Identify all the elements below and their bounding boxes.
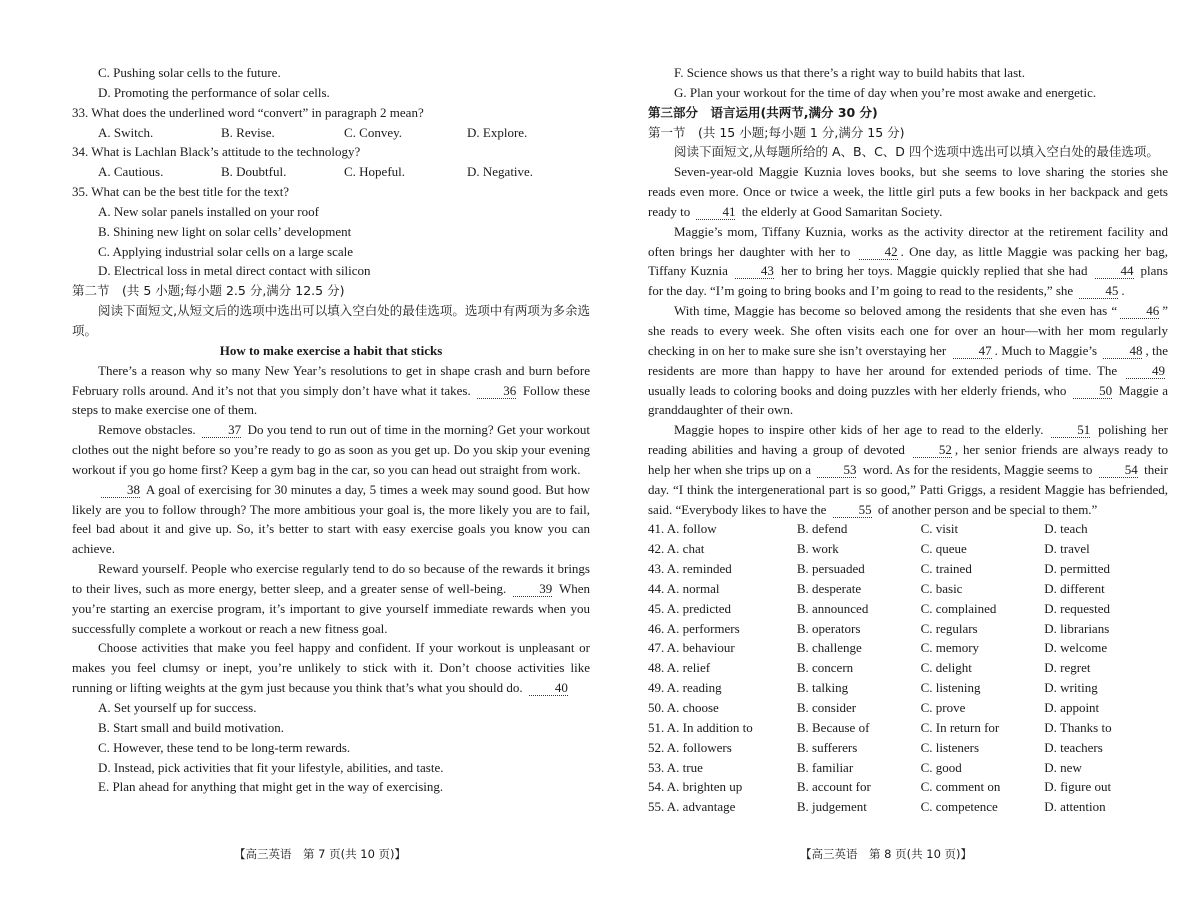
option: B. desperate [796,580,862,596]
options-row [648,579,1168,599]
option: C. Hopeful. [344,164,406,180]
option: D. attention [1044,799,1106,815]
options-row [648,678,1168,698]
option: B. defend [796,521,848,537]
option: 42. A. chat [648,541,705,557]
option: B. work [796,541,839,557]
paragraph-text: Seven-year-old Maggie Kuznia loves books, but she seems to love sharing the stories she reads even more. Once or twice a week, the little girl puts a few books in her backpack and gets ready to [648,164,1168,219]
option: D. teachers [1044,739,1103,755]
options-row [648,738,1168,758]
answer-blank: 37 [202,423,241,438]
option: C. good [920,759,962,775]
option: C. listeners [920,739,980,755]
choice-option: E. Plan ahead for anything that might get in the way of exercising. [98,779,444,795]
page-8-column [648,63,1168,817]
option: C. queue [920,541,967,557]
answer-blank: 36 [477,384,516,399]
paragraph [72,480,590,559]
options-row [648,559,1168,579]
paragraph [648,222,1168,301]
options-row [648,619,1168,639]
option: B. familiar [796,759,854,775]
option: D. librarians [1044,620,1110,636]
options-row [648,658,1168,678]
options-row [648,539,1168,559]
option: 54. A. brighten up [648,779,743,795]
option: 43. A. reminded [648,561,732,577]
option: B. Shining new light on solar cells’ development [98,223,352,239]
options-row [72,162,590,182]
option: C. trained [920,561,972,577]
option: D. travel [1044,541,1090,557]
option: D. welcome [1044,640,1108,656]
answer-blank: 45 [1079,284,1118,299]
paragraph [72,361,590,421]
passage-title: How to make exercise a habit that sticks [219,342,443,358]
option-line: D. Promoting the performance of solar cells. [98,84,330,100]
option: 51. A. In addition to [648,719,753,735]
question-stem: 35. What can be the best title for the text? [72,184,290,200]
choice-option: B. Start small and build motivation. [98,719,284,735]
answer-blank: 47 [953,344,992,359]
option: C. prove [920,700,966,715]
options-row [648,718,1168,738]
choice-option: D. Instead, pick activities that fit your lifestyle, abilities, and taste. [98,759,444,775]
question-stem: 33. What does the underlined word “convert” in paragraph 2 mean? [72,104,424,120]
option: C. memory [920,640,980,656]
question-stem: 34. What is Lachlan Black’s attitude to the technology? [72,144,361,160]
options-row [72,123,590,143]
option: C. complained [920,600,997,616]
paragraph-text: Maggie a granddaughter of their own. [648,382,1168,418]
answer-blank: 43 [735,264,774,279]
option: C. basic [920,580,963,596]
option: C. competence [920,799,998,815]
option: 47. A. behaviour [648,640,735,656]
paragraph-text: their day. “I think the intergenerational part is so good,” Patti Griggs, a resident Maggie has befriended, said. “Everybody likes to have the [648,461,1168,517]
paragraph [648,420,1168,519]
paragraph-text: With time, Maggie has become so beloved among the residents that she even has “ [674,303,1118,319]
option: A. New solar panels installed on your roof [98,203,319,219]
option: D. teach [1044,521,1088,537]
choice-option: G. Plan your workout for the time of day when you’re most awake and energetic. [674,84,1097,100]
paragraph-text: ” she reads to every week. She often visits each one for over an hour—with her mom regularly checking in on her to make sure she isn’t overstaying her [648,303,1168,358]
options-row [648,698,1168,718]
option: 49. A. reading [648,680,722,696]
option: C. Convey. [344,124,403,140]
option: C. comment on [920,779,1001,795]
section-heading: 第一节 (共 15 小题;每小题 1 分,满分 15 分) [648,124,905,140]
paragraph-text: of another person and be special to them.” [874,501,1098,517]
page-7-footer: 【高三英语 第 7 页(共 10 页)】 [234,847,407,861]
option: D. Negative. [467,164,534,180]
option: D. new [1044,759,1082,775]
paragraph-text: plans for the day. “I’m going to bring books and I’m going to read to the residents,” she [648,263,1168,299]
option: B. concern [796,660,854,676]
option: D. permitted [1044,561,1110,577]
paragraph-text: Remove obstacles. [98,422,200,438]
option: C. delight [920,660,972,676]
paragraph-text: Reward yourself. People who exercise regularly tend to do so because of the rewards it brings to their lives, such as more energy, better sleep, and a greater sense of well-being. [72,561,590,596]
options-row [648,519,1168,539]
answer-blank: 42 [859,245,898,260]
option: D. Electrical loss in metal direct contact with silicon [98,263,371,279]
paragraph-text: A goal of exercising for 30 minutes a day, 5 times a week may sound good. But how likely are you to follow through? The more ambitious your goal is, the more likely you are to fail, feel bad about it and give up. So, it’s better to start with easy exercise goals you know you can achieve. [72,481,590,557]
paragraph-text: polishing her reading abilities and having a group of devoted [648,422,1168,458]
option: 41. A. follow [648,521,717,537]
option: A. Switch. [98,124,154,140]
paragraph-text: Do you tend to run out of time in the morning? Get your workout clothes out the night before so you’re ready to go as soon as you get up. Do you skip your evening workout if you go home first? Keep a gym bag in the car, so you can head out straight from work. [72,422,590,477]
option: 45. A. predicted [648,600,732,616]
option: 53. A. true [648,759,703,775]
option: 48. A. relief [648,660,711,676]
option: D. different [1044,580,1105,596]
option: D. requested [1044,600,1110,616]
option: D. figure out [1044,779,1112,795]
answer-blank: 48 [1103,344,1142,359]
paragraph-text: , the residents are more than happy to have her around for extended periods of time. The [648,342,1168,378]
option: C. regulars [920,620,978,636]
option: B. judgement [796,799,867,815]
paragraph-text: the elderly at Good Samaritan Society. [738,203,943,219]
option: D. Explore. [467,124,528,140]
option: B. operators [796,620,861,636]
section-heading: 第二节 (共 5 小题;每小题 2.5 分,满分 12.5 分) [72,283,345,299]
option: C. Applying industrial solar cells on a large scale [98,243,354,259]
part-heading: 第三部分 语言运用(共两节,满分 30 分) [648,104,878,120]
answer-blank: 44 [1095,264,1134,279]
option: B. sufferers [796,739,858,755]
options-row [648,797,1168,817]
paragraph-text: , her senior friends are always ready to help her when she trips up on a [648,442,1169,477]
options-row [648,758,1168,778]
option: B. challenge [796,640,862,656]
option: B. Doubtful. [221,164,287,180]
option: B. persuaded [796,561,865,577]
option: 50. A. choose [648,700,719,715]
choice-option: C. However, these tend to be long-term rewards. [98,739,351,755]
answer-blank: 49 [1126,364,1165,379]
paragraph [72,559,590,638]
paragraph [72,638,590,698]
paragraph [648,301,1168,420]
paragraph-text: Maggie’s mom, Tiffany Kuznia, works as the activity director at the retirement facility and often brings her daughter with her to [648,223,1168,259]
answer-blank: 38 [101,483,140,498]
paragraph-text: usually leads to coloring books and doing puzzles with her elderly friends, who [648,382,1071,398]
answer-blank: 50 [1073,384,1112,399]
option: D. writing [1044,680,1098,696]
option: B. consider [796,700,857,715]
option: 44. A. normal [648,580,720,596]
answer-blank: 39 [513,582,552,597]
options-row [648,777,1168,797]
option: 52. A. followers [648,739,732,755]
paragraph-text: . [1121,283,1125,299]
option: B. Revise. [221,124,275,140]
option: A. Cautious. [98,164,164,180]
option: D. Thanks to [1044,719,1112,735]
option: C. listening [920,680,981,696]
option: C. In return for [920,719,1000,735]
answer-blank: 51 [1051,423,1090,438]
options-row [648,638,1168,658]
section-instruction: 阅读下面短文,从短文后的选项中选出可以填入空白处的最佳选项。选项中有两项为多余选项。 [72,303,590,338]
answer-blank: 41 [696,205,735,220]
paragraph-text: When you’re starting an exercise program, it’s important to give yourself immediate rewards when you successfully complete a workout or reach a new fitness goal. [72,580,590,636]
paragraph [648,162,1168,222]
paragraph-text: . Much to Maggie’s [994,342,1101,358]
option: B. announced [796,600,869,616]
page-8-footer: 【高三英语 第 8 页(共 10 页)】 [800,847,973,861]
paragraph [72,420,590,480]
page-7-column [72,63,590,797]
choice-option: F. Science shows us that there’s a right way to build habits that last. [674,65,1025,80]
option: D. regret [1044,660,1091,676]
option: B. talking [796,680,849,696]
answer-blank: 46 [1120,304,1159,319]
paragraph-text: word. As for the residents, Maggie seems to [859,461,1096,477]
paragraph-text: There’s a reason why so many New Year’s resolutions to get in shape crash and burn before February rolls around. And it’s not that you simply don’t have what it takes. [72,362,590,398]
option: 46. A. performers [648,620,740,636]
option-line: C. Pushing solar cells to the future. [98,65,281,80]
answer-blank: 54 [1099,463,1138,478]
answer-blank: 40 [529,681,568,696]
paragraph-text: Follow these steps to make exercise one of them. [72,382,590,418]
paragraph-text: . One day, as little Maggie was packing her bag, Tiffany Kuznia [648,243,1168,279]
paragraph-text: her to bring her toys. Maggie quickly replied that she had [776,263,1092,279]
answer-blank: 52 [913,443,952,458]
choice-option: A. Set yourself up for success. [98,700,257,715]
answer-blank: 55 [833,503,872,518]
answer-blank: 53 [817,463,856,478]
section-instruction: 阅读下面短文,从每题所给的 A、B、C、D 四个选项中选出可以填入空白处的最佳选项。 [674,144,1159,160]
paragraph-text: Choose activities that make you feel happy and confident. If your workout is unpleasant or makes you feel clumsy or inept, you’re unlikely to stick with it. Don’t choose activities like running or lifting weights at the gym just because you think that’s what you should do. [72,640,590,696]
option: B. Because of [796,719,870,735]
paragraph-text: Maggie hopes to inspire other kids of her age to read to the elderly. [674,422,1049,438]
option: D. appoint [1044,700,1100,715]
option: 55. A. advantage [648,799,736,815]
option: C. visit [920,521,959,537]
options-row [648,599,1168,619]
option: B. account for [796,779,871,795]
